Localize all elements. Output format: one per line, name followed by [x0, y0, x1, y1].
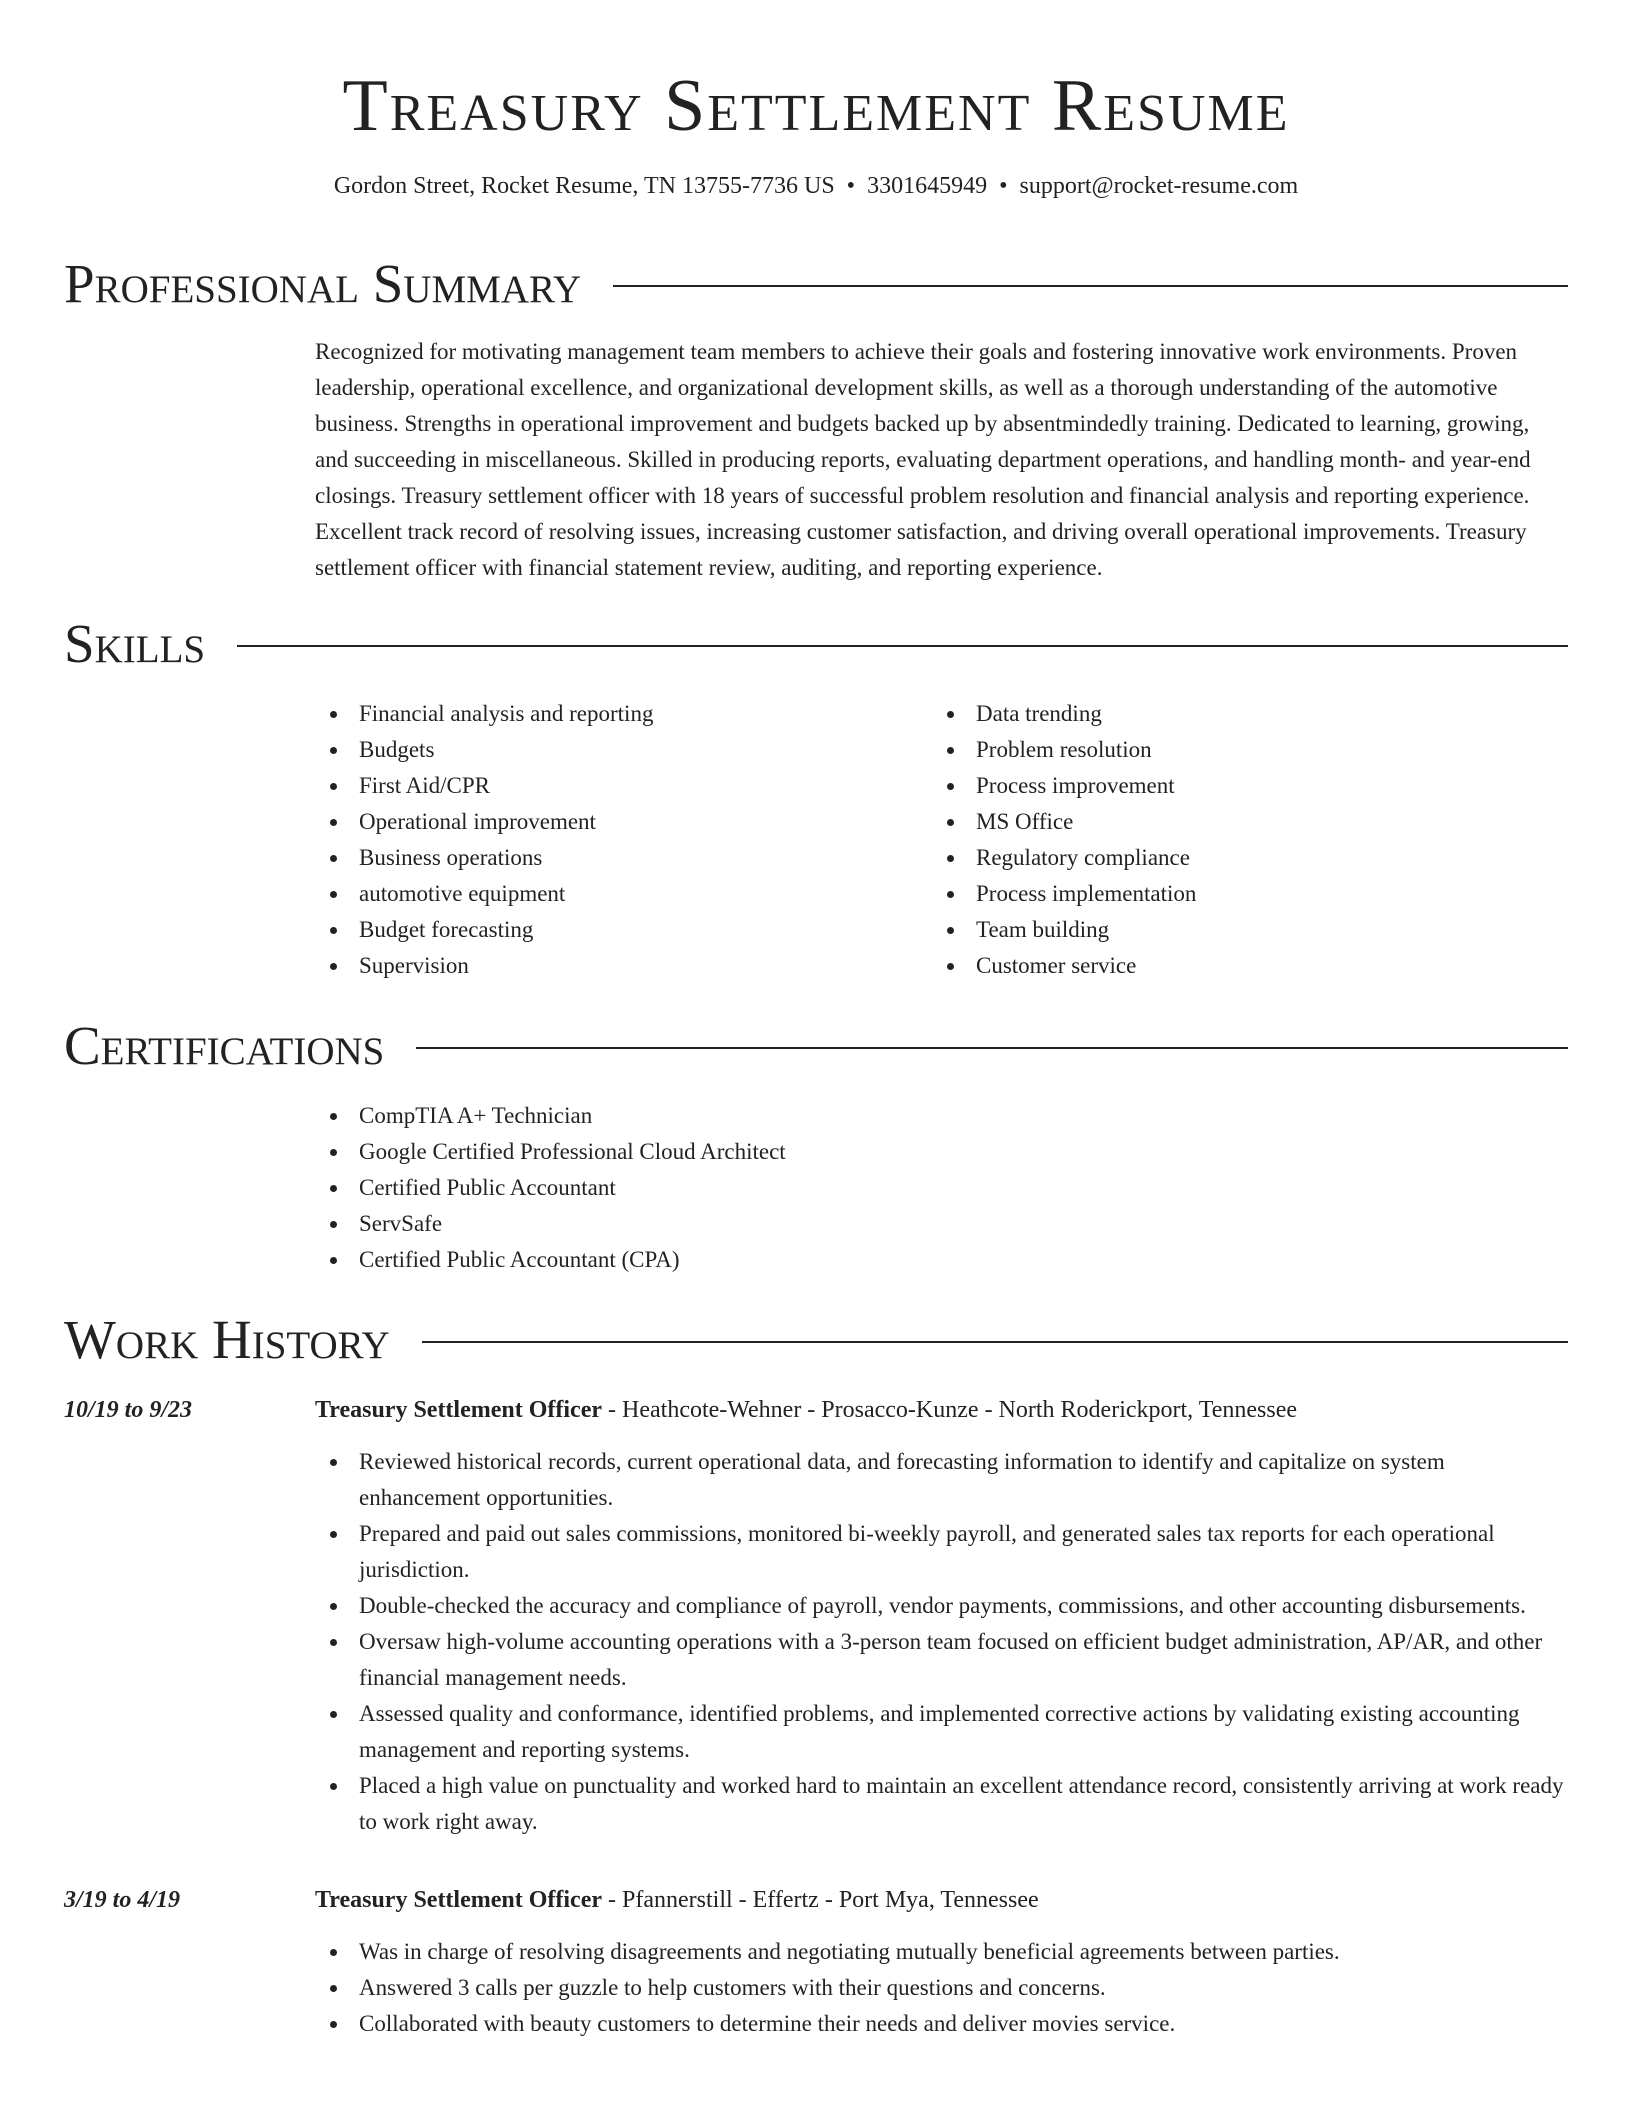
section-title: Skills	[64, 613, 206, 674]
job-duties-list	[315, 1934, 1568, 2042]
certification-item: Certified Public Accountant (CPA)	[315, 1242, 1568, 1278]
job-heading	[315, 1392, 1568, 1428]
job-duty-item: Answered 3 calls per guzzle to help customers with their questions and concerns.	[315, 1970, 1568, 2006]
job-duty-item: Prepared and paid out sales commissions, monitored bi-weekly payroll, and generated sales tax reports for each operational jurisdiction.	[315, 1516, 1568, 1588]
skill-item: Budget forecasting	[315, 912, 932, 948]
section-title: Professional Summary	[64, 253, 582, 314]
job-heading	[315, 1882, 1568, 1918]
skill-item: Business operations	[315, 840, 932, 876]
resume-title: Treasury Settlement Resume	[342, 65, 1290, 147]
job-employer: - Heathcote-Wehner - Prosacco-Kunze - North Roderickport, Tennessee	[602, 1397, 1298, 1423]
job-body	[315, 1882, 1568, 2042]
section-divider	[613, 285, 1568, 287]
contact-phone: 3301645949	[867, 173, 988, 199]
skill-item: Process implementation	[932, 876, 1549, 912]
skill-item: Operational improvement	[315, 804, 932, 840]
job-duty-item: Placed a high value on punctuality and worked hard to maintain an excellent attendance record, consistently arriving at work ready to work right away.	[315, 1768, 1568, 1840]
skill-item: automotive equipment	[315, 876, 932, 912]
skill-item: Customer service	[932, 948, 1549, 984]
resume-page	[64, 0, 1568, 2042]
job-title: Treasury Settlement Officer	[315, 1397, 603, 1423]
section-title: Work History	[64, 1309, 390, 1370]
summary-paragraph: Recognized for motivating management team members to achieve their goals and fostering innovative work environments. Proven leadership, operational excellence, and organizational development skills, as well as a thorough understanding of the automotive business. Strengths in operational improvement and budgets backed up by absentmindedly training. Dedicated to learning, growing, and succeeding in miscellaneous. Skilled in producing reports, evaluating department operations, and handling month- and year-end closings. Treasury settlement officer with 18 years of successful problem resolution and financial analysis and reporting experience. Excellent track record of resolving issues, increasing customer satisfaction, and driving overall operational improvements. Treasury settlement officer with financial statement review, auditing, and reporting experience.	[315, 339, 1531, 580]
section-heading-skills	[64, 612, 1568, 676]
section-divider	[422, 1341, 1568, 1343]
contact-address: Gordon Street, Rocket Resume, TN 13755-7736 US	[333, 173, 835, 199]
job-employer: - Pfannerstill - Effertz - Port Mya, Tennessee	[602, 1887, 1039, 1913]
section-title: Certifications	[64, 1015, 385, 1076]
skill-item: Regulatory compliance	[932, 840, 1549, 876]
job-body	[315, 1392, 1568, 1840]
section-heading-certifications	[64, 1014, 1568, 1078]
skill-item: First Aid/CPR	[315, 768, 932, 804]
contact-separator: •	[999, 173, 1008, 199]
skill-item: Problem resolution	[932, 732, 1549, 768]
job-dates: 10/19 to 9/23	[64, 1397, 193, 1423]
job-duty-item: Oversaw high-volume accounting operations with a 3-person team focused on efficient budget administration, AP/AR, and other financial management needs.	[315, 1624, 1568, 1696]
section-divider	[237, 645, 1568, 647]
job-dates: 3/19 to 4/19	[64, 1887, 181, 1913]
skill-item: Data trending	[932, 696, 1549, 732]
job-entry	[64, 1392, 1568, 1840]
contact-separator: •	[846, 173, 856, 199]
contact-email: support@rocket-resume.com	[1019, 173, 1299, 199]
certification-item: Google Certified Professional Cloud Architect	[315, 1134, 1568, 1170]
certification-item: Certified Public Accountant	[315, 1170, 1568, 1206]
section-heading-summary	[64, 252, 1568, 316]
skills-list	[315, 696, 1568, 984]
job-duty-item: Reviewed historical records, current operational data, and forecasting information to identify and capitalize on system enhancement opportunities.	[315, 1444, 1568, 1516]
job-duty-item: Collaborated with beauty customers to determine their needs and deliver movies service.	[315, 2006, 1568, 2042]
job-duty-item: Double-checked the accuracy and compliance of payroll, vendor payments, commissions, and other accounting disbursements.	[315, 1588, 1568, 1624]
skill-item: Budgets	[315, 732, 932, 768]
skill-item: MS Office	[932, 804, 1549, 840]
job-title: Treasury Settlement Officer	[315, 1887, 603, 1913]
section-heading-work-history	[64, 1308, 1568, 1372]
section-divider	[416, 1047, 1568, 1049]
certification-item: ServSafe	[315, 1206, 1568, 1242]
job-duty-item: Assessed quality and conformance, identified problems, and implemented corrective actions by validating existing accounting management and reporting systems.	[315, 1696, 1568, 1768]
contact-line	[64, 168, 1568, 204]
job-entry	[64, 1882, 1568, 2042]
skill-item: Supervision	[315, 948, 932, 984]
job-duties-list	[315, 1444, 1568, 1840]
skill-item: Team building	[932, 912, 1549, 948]
skills-column-right	[932, 696, 1549, 984]
skill-item: Financial analysis and reporting	[315, 696, 932, 732]
skill-item: Process improvement	[932, 768, 1549, 804]
skills-column-left	[315, 696, 932, 984]
certifications-list	[315, 1098, 1568, 1278]
job-duty-item: Was in charge of resolving disagreements and negotiating mutually beneficial agreements between parties.	[315, 1934, 1568, 1970]
certification-item: CompTIA A+ Technician	[315, 1098, 1568, 1134]
